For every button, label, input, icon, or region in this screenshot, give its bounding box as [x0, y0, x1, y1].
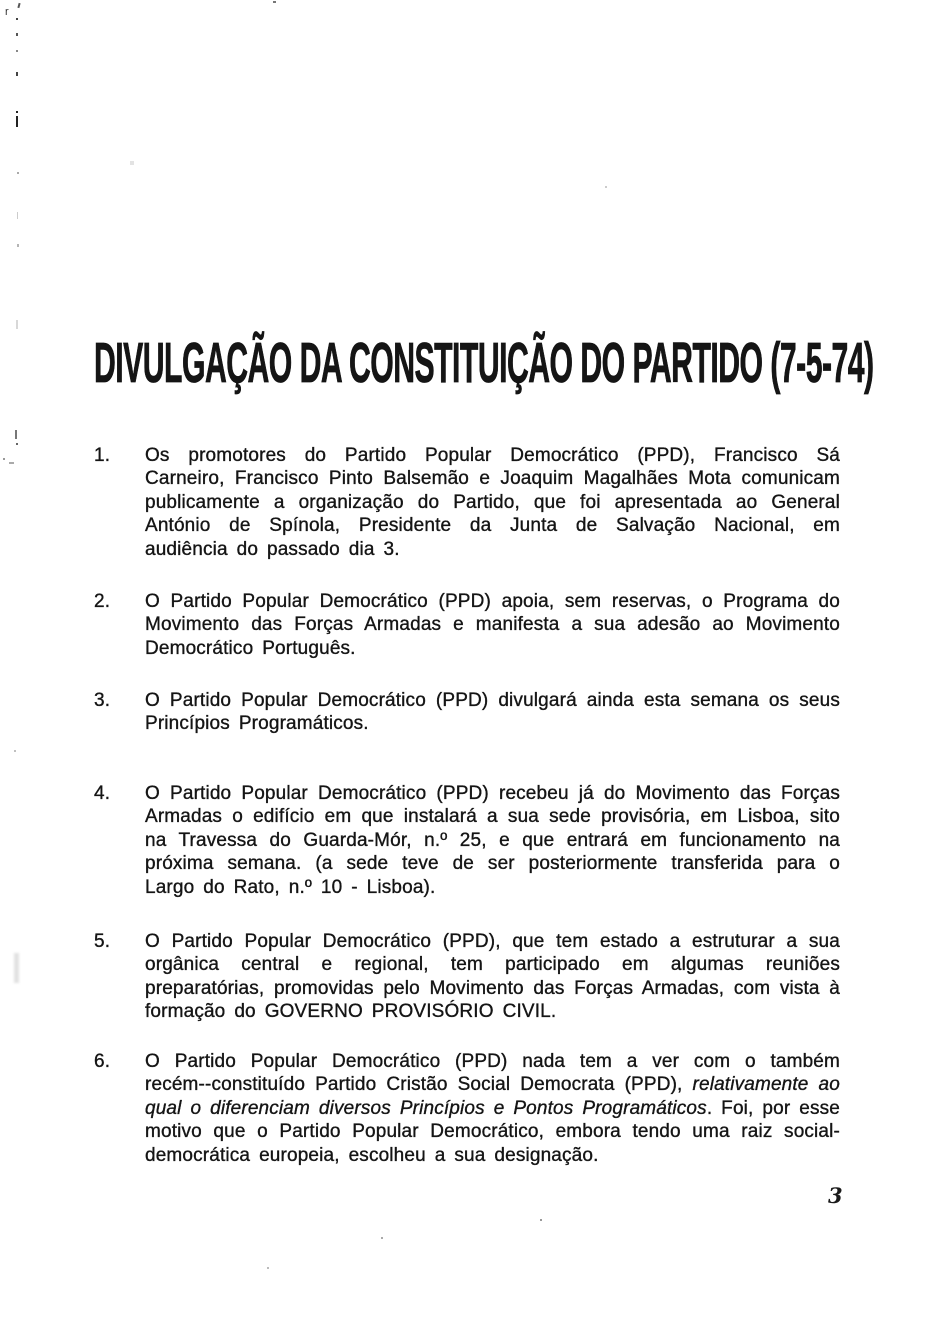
paragraph-text-segment: O Partido Popular Democrático (PPD), que tem estado a estruturar a sua orgânica central e regional, tem participado em algumas reuniões preparatórias, promovidas pelo Movimento das Forças Armadas, com vista à formação do GOVERNO PROVISÓRIO CIVIL. — [145, 931, 840, 1023]
paragraph-text-segment: O Partido Popular Democrático (PPD) recebeu já do Movimento das Forças Armadas o edifício em que instalará a sua sede provisória, em Lisboa, sito na Travessa do Guarda-Mór, n.º 25, e que entrará em funcionamento na próxima semana. (a sede teve de ser posteriormente transferida para o Largo do Rato, n.º 10 - Lisboa). — [145, 783, 840, 898]
paragraph-number: 4. — [94, 783, 111, 804]
paragraph-number: 1. — [94, 445, 111, 466]
paragraph — [94, 782, 840, 899]
paragraph — [94, 1050, 840, 1167]
paragraph-number: 2. — [94, 591, 111, 612]
paragraph-text-segment: . Foi, por esse motivo que o Partido Popular Democrático, embora tendo uma raiz social-democrática europeia, escolheu a sua designação. — [145, 1097, 840, 1166]
paragraph-number: 5. — [94, 931, 111, 952]
paragraph-text-segment: Os promotores do Partido Popular Democrático (PPD), Francisco Sá Carneiro, Francisco Pinto Balsemão e Joaquim Magalhães Mota comunicam publicamente a organização do Partido, que foi apresentada ao General António de Spínola, Presidente da Junta de Salvação Nacional, em audiência do passado dia 3. — [145, 445, 840, 560]
paragraph — [94, 444, 840, 561]
paragraph-text — [145, 1050, 840, 1167]
paragraph-text — [145, 590, 840, 660]
paragraph-text — [145, 930, 840, 1024]
paragraph-number: 6. — [94, 1051, 111, 1072]
paragraph-text-segment: O Partido Popular Democrático (PPD) nada tem a ver com o também recém--constituído Partido Cristão Social Democrata (PPD), — [145, 1051, 840, 1096]
paragraph — [94, 590, 840, 660]
paragraph — [94, 930, 840, 1024]
paragraph-number: 3. — [94, 690, 111, 711]
paragraph-text — [145, 782, 840, 899]
paragraph — [94, 689, 840, 736]
paragraph-text — [145, 444, 840, 561]
paragraph-text-segment: O Partido Popular Democrático (PPD) divulgará ainda esta semana os seus Princípios Programáticos. — [145, 690, 840, 735]
paragraph-text-segment: O Partido Popular Democrático (PPD) apoia, sem reservas, o Programa do Movimento das Forças Armadas e manifesta a sua adesão ao Movimento Democrático Português. — [145, 591, 840, 659]
scan-artifact: r — [5, 6, 9, 18]
paragraph-text-italic-segment: relativamente ao qual o diferenciam diversos Princípios e Pontos Programáticos — [145, 1074, 840, 1119]
page-number: 3 — [828, 1183, 843, 1208]
page-title-text: DIVULGAÇÃO DA CONSTITUIÇÃO DO PARTIDO (7-5-74) — [94, 331, 874, 395]
paragraph-text — [145, 689, 840, 736]
